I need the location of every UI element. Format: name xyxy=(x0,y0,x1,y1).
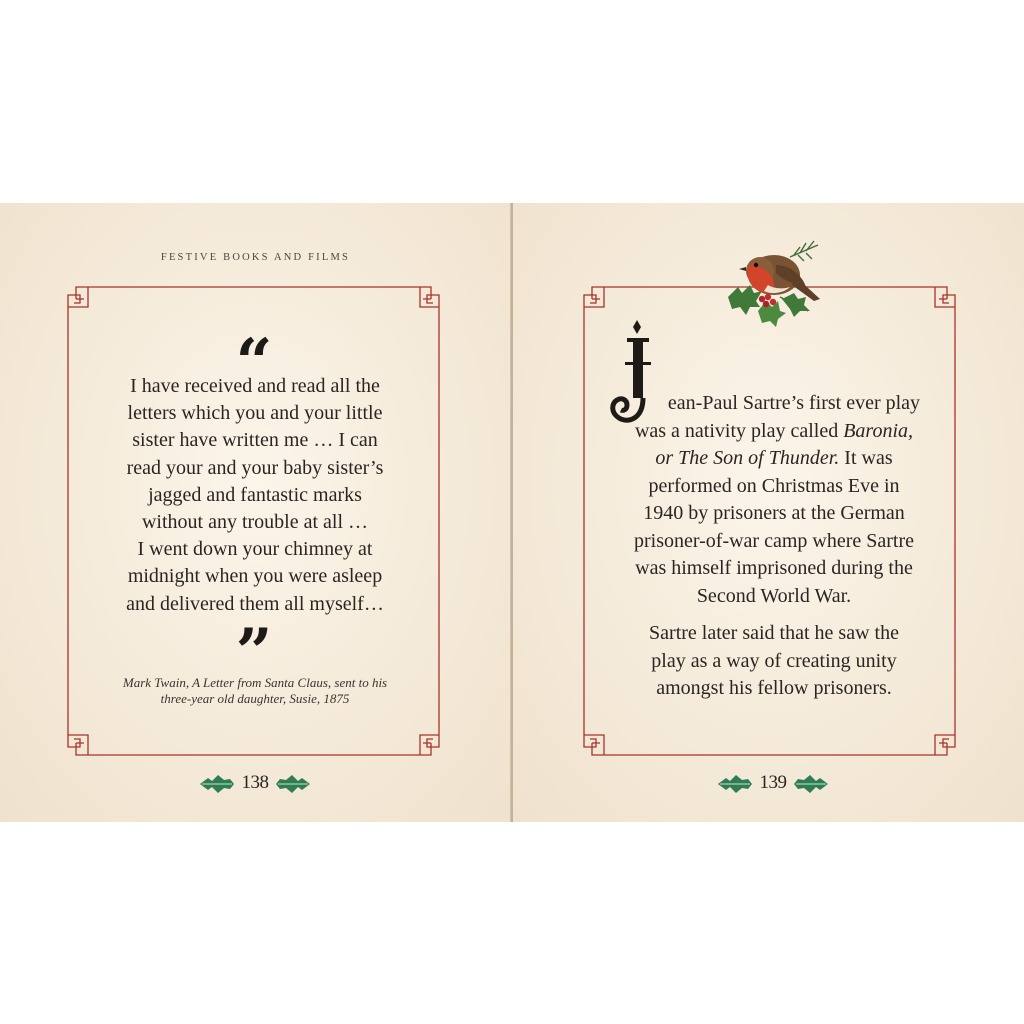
quote-line: letters which you and your little xyxy=(127,402,383,425)
running-head: FESTIVE BOOKS AND FILMS xyxy=(160,252,351,263)
book-spread xyxy=(0,203,1024,822)
page-number: 138 xyxy=(241,772,269,793)
page-number-right xyxy=(708,769,838,799)
quote-line: read your and your baby sister’s xyxy=(126,456,384,479)
body-line xyxy=(609,418,939,446)
close-quote-mark: ” xyxy=(235,615,273,690)
attribution-note: three-year old daughter, Susie, 1875 xyxy=(160,691,350,706)
body-line-text: was a nativity play called xyxy=(634,419,839,442)
quote-text xyxy=(98,373,412,618)
robin-on-holly-icon xyxy=(720,227,830,327)
quote-line: I have received and read all the xyxy=(130,375,380,397)
quote-line: jagged and fantastic marks xyxy=(148,483,362,506)
body-line xyxy=(609,390,939,418)
quote-line: and delivered them all myself… xyxy=(126,592,384,615)
body-line: was himself imprisoned during the xyxy=(635,557,913,579)
body-line: performed on Christmas Eve in xyxy=(648,474,900,497)
right-page xyxy=(513,203,1024,822)
quote-attribution xyxy=(90,675,420,707)
drop-cap-letter: J xyxy=(635,398,636,399)
attribution-author: Mark Twain, A Letter from Santa Claus, xyxy=(122,675,332,690)
quote-line: sister have written me … I can xyxy=(132,429,378,452)
body-paragraph-1 xyxy=(609,390,939,610)
attribution-note: sent to his xyxy=(334,675,388,690)
body-line xyxy=(609,445,939,473)
body-line: prisoner-of-war camp where Sartre xyxy=(633,529,915,552)
body-line: 1940 by prisoners at the German xyxy=(643,502,905,524)
body-line: Sartre later said that he saw the xyxy=(649,622,899,644)
body-line: Second World War. xyxy=(696,584,852,607)
body-line: amongst his fellow prisoners. xyxy=(656,677,892,699)
play-title: Baronia, xyxy=(843,419,914,442)
play-subtitle: or The Son of Thunder. xyxy=(655,447,840,469)
page-number-left xyxy=(190,769,320,799)
body-line: play as a way of creating unity xyxy=(651,649,897,672)
left-page xyxy=(0,203,511,822)
quote-line: I went down your chimney at xyxy=(137,538,373,561)
body-line-text: It was xyxy=(844,447,893,469)
quote-line: without any trouble at all … xyxy=(141,511,369,534)
page-number: 139 xyxy=(759,772,787,793)
body-line-text: ean-Paul Sartre’s first ever play xyxy=(667,392,921,414)
quote-line: midnight when you were asleep xyxy=(127,565,383,588)
open-quote-mark: “ xyxy=(235,325,273,400)
body-paragraph-2 xyxy=(609,620,939,703)
